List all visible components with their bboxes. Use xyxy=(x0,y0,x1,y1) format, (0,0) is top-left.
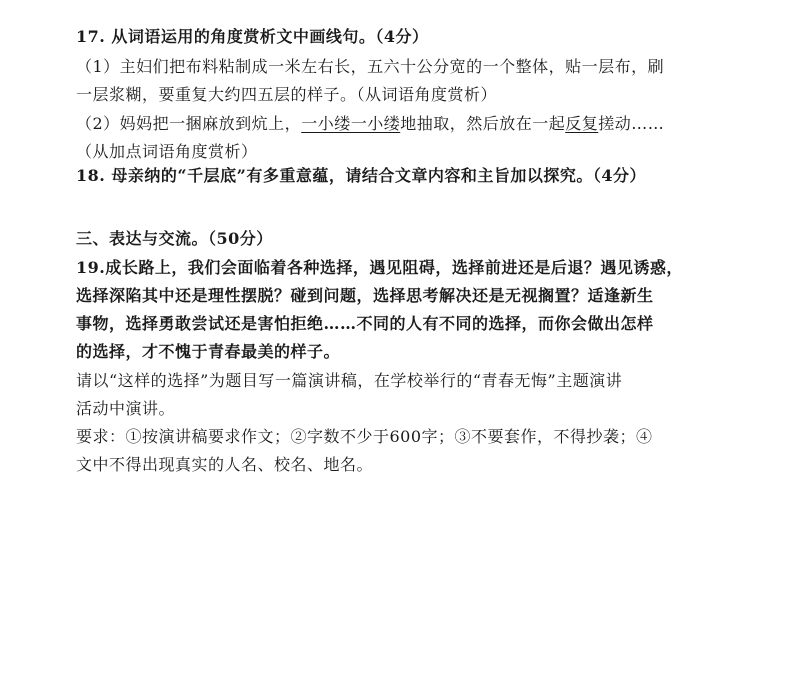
q19-prompt-line2: 活动中演讲。 xyxy=(76,399,176,418)
q19-line4: 的选择，才不愧于青春最美的样子。 xyxy=(76,342,341,361)
section3-title: 三、表达与交流。（50分） xyxy=(76,229,273,248)
q17-title: 17. 从词语运用的角度赏析文中画线句。（4分） xyxy=(76,27,429,46)
q17-item2-underline-word: 反复 xyxy=(565,114,599,133)
q19-line3: 事物，选择勇敢尝试还是害怕拒绝……不同的人有不同的选择，而你会做出怎样 xyxy=(76,314,654,333)
q17-item2-mid: 地抽取，然后放在一起 xyxy=(400,114,566,133)
q19-line2: 选择深陷其中还是理性摆脱？碰到问题，选择思考解决还是无视搁置？适逢新生 xyxy=(76,286,654,305)
q19-requirements-line1: 要求：①按演讲稿要求作文；②字数不少于600字；③不要套作，不得抄袭；④ xyxy=(76,427,653,446)
q17-item1-line2: 一层浆糊，要重复大约四五层的样子。（从词语角度赏析） xyxy=(76,85,498,104)
q17-item2-post: 搓动…… xyxy=(598,114,665,133)
q17-item1-line1: （1）主妇们把布料粘制成一米左右长，五六十公分宽的一个整体，贴一层布，刷 xyxy=(76,57,665,76)
q17-item2-underline-phrase: 一小缕一小缕 xyxy=(301,114,401,133)
q17-item2-line2: （从加点词语角度赏析） xyxy=(76,142,258,161)
q19-line1: 19.成长路上，我们会面临着各种选择，遇见阻碍，选择前进还是后退？遇见诱惑， xyxy=(76,258,683,277)
q19-requirements-line2: 文中不得出现真实的人名、校名、地名。 xyxy=(76,455,374,474)
q17-item2-line1 xyxy=(76,113,664,135)
q19-prompt-line1: 请以“这样的选择”为题目写一篇演讲稿，在学校举行的“青春无悔”主题演讲 xyxy=(76,371,623,390)
q18-title: 18. 母亲纳的“千层底”有多重意蕴，请结合文章内容和主旨加以探究。（4分） xyxy=(76,166,646,185)
q17-item2-pre: （2）妈妈把一捆麻放到炕上， xyxy=(76,114,302,133)
